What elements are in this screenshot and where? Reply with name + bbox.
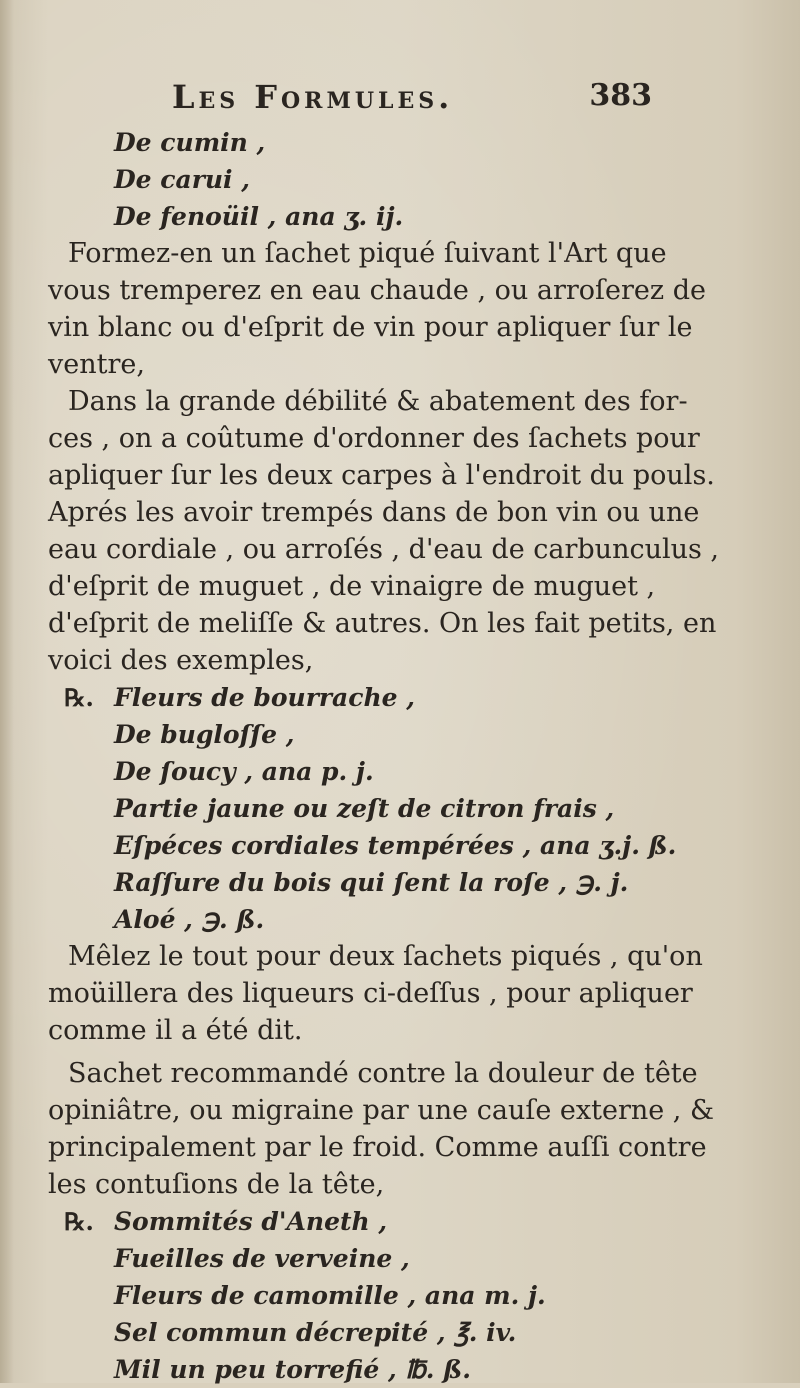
page-number: 383 <box>589 78 652 113</box>
running-title: Les Formules. <box>172 78 454 116</box>
text-line: vous tremperez en eau chaude , ou arroſerez de <box>48 275 706 306</box>
recipe-line: Aloé , ℈. ß. <box>114 905 265 934</box>
page-body <box>48 124 720 1388</box>
recipe-aneth <box>48 1203 648 1388</box>
page-gutter-shadow <box>0 0 14 1383</box>
text-line: comme il a été dit. <box>48 1015 303 1046</box>
text-line: Dans la grande débilité & abatement des for- <box>68 386 688 417</box>
recipe-bourrache <box>48 679 677 938</box>
text-line: moüillera des liqueurs ci-deſſus , pour apliquer <box>48 978 693 1009</box>
text-line: les contuſions de la tête, <box>48 1169 385 1200</box>
recipe-line-text: Fleurs de bourrache , <box>114 683 415 712</box>
recipe-line: Raſſure du bois qui ſent la roſe , ℈. j. <box>114 868 629 897</box>
text-line: Formez-en un ſachet piqué ſuivant l'Art que <box>68 238 667 269</box>
text-line: eau cordiale , ou arroſés , d'eau de carbunculus , <box>48 534 720 565</box>
text-line: vin blanc ou d'eſprit de vin pour apliquer ſur le <box>48 312 693 343</box>
text-line: ces , on a coûtume d'ordonner des ſachets pour <box>48 423 700 454</box>
paragraph-migraine <box>48 1055 714 1203</box>
recipe-line: De bugloſſe , <box>114 720 295 749</box>
recipe-line: Fleurs de camomille , ana m. j. <box>114 1281 546 1310</box>
recipe-line: Mil un peu torrefié , ℔. ß. <box>114 1355 471 1384</box>
paragraph-debilite <box>48 383 720 679</box>
recipe-line: De cumin , <box>114 128 266 157</box>
recipe-line: De fenoüil , ana ʒ. ij. <box>114 202 404 231</box>
recipe-line: De ſoucy , ana p. j. <box>114 757 374 786</box>
recipe-line: Sel commun décrepité , ℥. iv. <box>114 1318 517 1347</box>
text-line: principalement par le froid. Comme auſſi contre <box>48 1132 707 1163</box>
recipe-line-text: Sommités d'Aneth , <box>114 1207 388 1236</box>
recipe-line: Partie jaune ou zeſt de citron frais , <box>114 794 615 823</box>
text-line: Sachet recommandé contre la douleur de tête <box>68 1058 698 1089</box>
text-line: apliquer ſur les deux carpes à l'endroit du pouls. <box>48 460 715 491</box>
text-line: d'eſprit de meliſſe & autres. On les fait petits, en <box>48 608 717 639</box>
paragraph-sachet-instructions <box>48 235 706 383</box>
recipe-line: De carui , <box>114 165 250 194</box>
text-line: voici des exemples, <box>48 645 314 676</box>
recipe-symbol: ℞. <box>64 683 94 712</box>
recipe-continuation <box>48 124 648 235</box>
text-line: opiniâtre, ou migraine par une cauſe externe , & <box>48 1095 714 1126</box>
recipe-symbol: ℞. <box>64 1207 94 1236</box>
recipe-line <box>48 679 648 716</box>
recipe-line: Fueilles de verveine , <box>114 1244 410 1273</box>
recipe-line: Eſpéces cordiales tempérées , ana ʒ.j. ß. <box>114 831 677 860</box>
text-line: d'eſprit de muguet , de vinaigre de muguet , <box>48 571 656 602</box>
text-line: Mêlez le tout pour deux ſachets piqués , qu'on <box>68 941 703 972</box>
recipe-line <box>48 1203 648 1240</box>
text-line: Aprés les avoir trempés dans de bon vin ou une <box>48 497 700 528</box>
paragraph-melez <box>48 938 703 1049</box>
page-header <box>172 78 652 122</box>
text-line: ventre, <box>48 349 145 380</box>
